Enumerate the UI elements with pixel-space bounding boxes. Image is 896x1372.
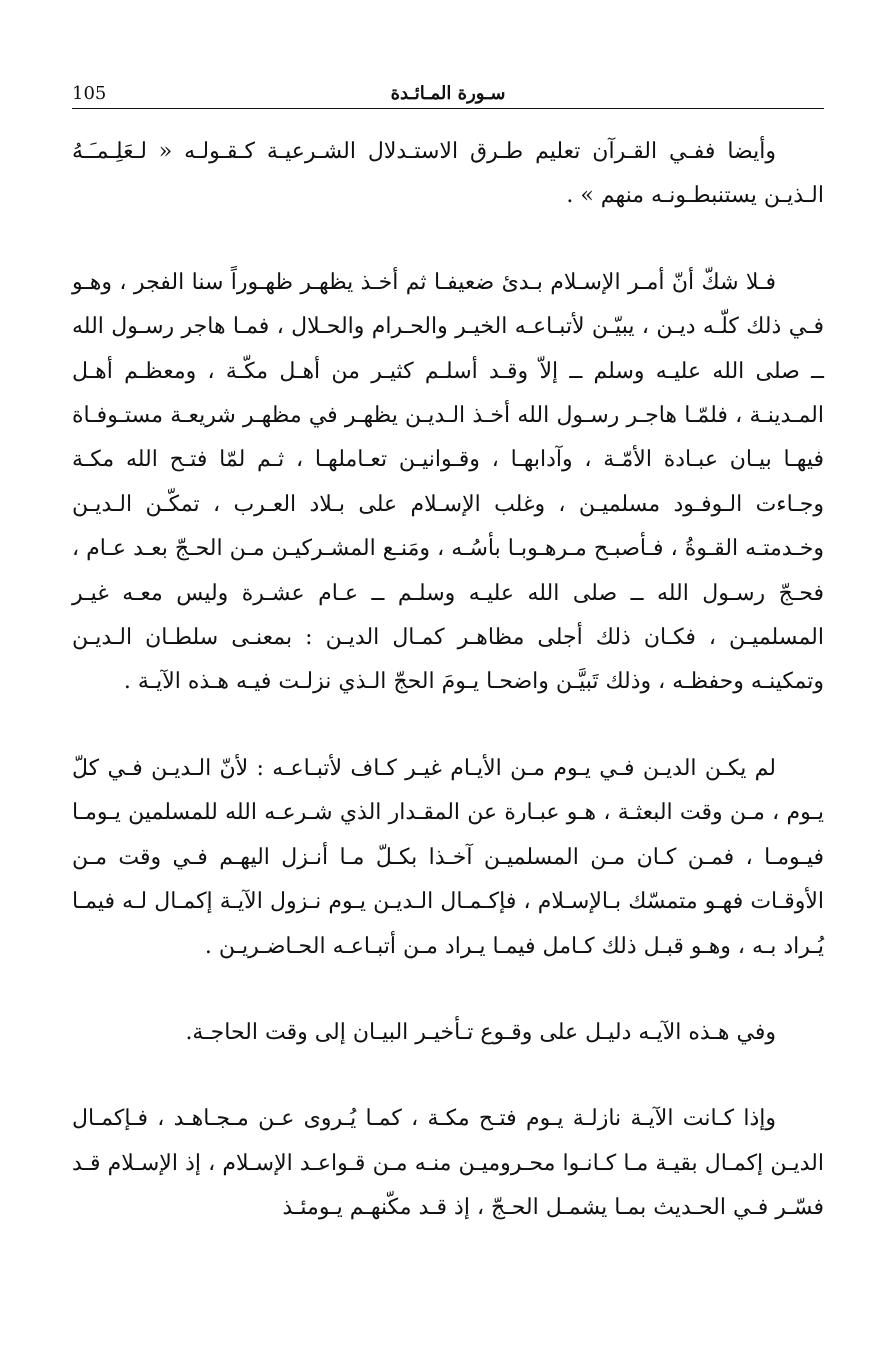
paragraph-4 <box>72 1011 824 1055</box>
paragraph-2 <box>72 261 824 705</box>
paragraph-1 <box>72 130 824 219</box>
paragraph-text: وفي هـذه الآيـه دليـل على وقـوع تـأخيـر البيـان إلى وقت الحاجـة. <box>185 1019 776 1045</box>
paragraph-3 <box>72 747 824 969</box>
page-number: 105 <box>72 83 107 104</box>
running-title: سـورة المـائـدة <box>390 83 506 104</box>
paragraph-text: وأيضا ففـي القـرآن تعليم طـرق الاستـدلال الشـرعيـة كـقـولـه « لـعَلِـمـَـهُ الـذيـن يستنبطـونـه منهم » . <box>72 139 824 209</box>
paragraph-gap <box>72 705 824 747</box>
body-text <box>72 130 824 1231</box>
paragraph-text: وإذا كـانت الآيـة نازلـة يـوم فتـح مكـة ، كمـا يُـروى عـن مـجـاهـد ، فـإكمـال الديـن إكمـال بقيـة مـا كـانـوا محـروميـن منـه مـن قـواعـد الإسـلام ، إذ الإسـلام قـد فسّـر فـي الحـديث بمـا يشمـل الحـجّ ، إذ قـد مكّنهـم يـومئـذ <box>72 1106 824 1221</box>
paragraph-text: لم يكـن الديـن فـي يـوم مـن الأيـام غيـر كـاف لأتبـاعـه : لأنّ الـديـن فـي كلّ يـوم ، مـن وقت البعثـة ، هـو عبـارة عن المقـدار الذي شـرعـه الله للمسلمين يـومـا فيـومـا ، فمـن كـان مـن المسلميـن آخـذا بكـلّ مـا أنـزل اليهـم فـي وقت مـن الأوقـات فهـو متمسّك بـالإسـلام ، فإكـمـال الـديـن يـوم نـزول الآيـة إكمـال لـه فيمـا يُـراد بـه ، وهـو قبـل ذلك كـامل فيمـا يـراد مـن أتبـاعـه الحـاضـريـن . <box>72 755 825 959</box>
paragraph-text: فـلا شكّ أنّ أمـر الإسـلام بـدئ ضعيفـا ثم أخـذ يظهـر ظهـوراً سنا الفجر ، وهـو فـي ذلك كلّـه ديـن ، يبيّـن لأتبـاعـه الخيـر والحـرام والحـلال ، فمـا هاجر رسـول الله ــ صلى الله عليـه وسلم ــ إلاّ وقـد أسلـم كثيـر من أهـل مكّـة ، ومعظـم أهـل المـدينـة ، فلمّـا هاجـر رسـول الله أخـذ الـديـن يظهـر في مظهـر شريعـة مستـوفـاة فيهـا بيـان عبـادة الأمّـة ، وآدابهـا ، وقـوانيـن تعـاملهـا ، ثـم لمّا فتـح الله مكـة وجـاءت الـوفـود مسلميـن ، وغلب الإسـلام على بـلاد العـرب ، تمكّـن الـديـن وخـدمتـه القـوةُ ، فـأصبـح مـرهـوبـا بأسُـه ، ومَنـع المشـركيـن مـن الحـجّ بعـد عـام ، فحـجّ رسـول الله ــ صلى الله عليـه وسلـم ــ عـام عشـرة وليس معـه غيـر المسلميـن ، فكـان ذلك أجلى مظاهـر كمـال الديـن : بمعنـى سلطـان الـديـن وتمكينـه وحفظـه ، وذلك تَبيَّـن واضحـا يـومَ الحجّ الـذي نزلـت فيـه هـذه الآيـة . <box>72 269 824 695</box>
paragraph-gap <box>72 219 824 261</box>
paragraph-gap <box>72 969 824 1011</box>
page-header <box>72 80 824 108</box>
header-rule <box>72 108 824 109</box>
paragraph-5 <box>72 1097 824 1230</box>
paragraph-gap <box>72 1055 824 1097</box>
